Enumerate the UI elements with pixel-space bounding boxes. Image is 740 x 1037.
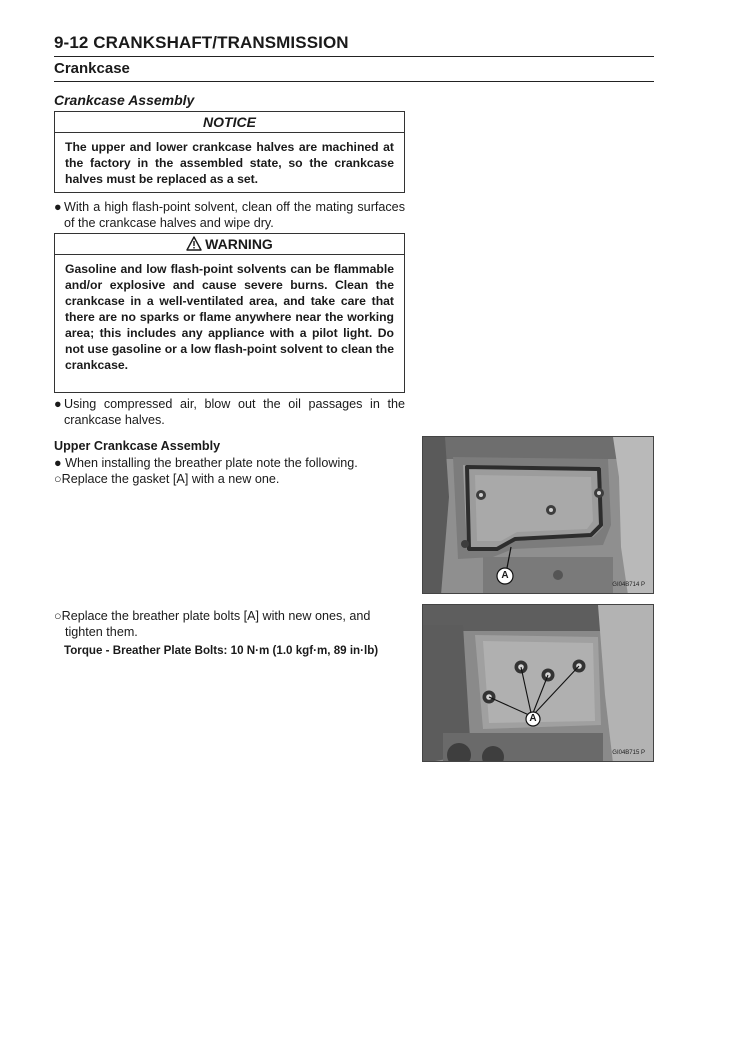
figure-bolts-callout-label: A xyxy=(529,713,537,724)
warning-header xyxy=(55,234,404,255)
section-title: Crankcase Assembly xyxy=(54,92,195,108)
figure-gasket-callout-label: A xyxy=(501,570,509,581)
figure-bolts-photo xyxy=(422,604,654,762)
torque-spec: Torque - Breather Plate Bolts: 10 N·m (1.0 kgf·m, 89 in·lb) xyxy=(64,644,379,657)
page-header-subtitle: Crankcase xyxy=(54,60,130,77)
bolts-instruction-line2: tighten them. xyxy=(65,625,138,639)
figure-gasket-code: GI04B714 P xyxy=(612,582,645,588)
notice-box xyxy=(54,111,405,193)
bolts-instruction-line1: ○Replace the breather plate bolts [A] with new ones, and xyxy=(54,609,371,623)
header-rule-bottom xyxy=(54,81,654,82)
page-header-title: 9-12 CRANKSHAFT/TRANSMISSION xyxy=(54,33,349,52)
bullet-icon: ● xyxy=(54,200,62,214)
step-compressed-air xyxy=(54,396,405,428)
bullet-icon: ● xyxy=(54,397,62,411)
gasket-instruction: ○Replace the gasket [A] with a new one. xyxy=(54,472,280,486)
step-mating-surfaces-text: With a high flash-point solvent, clean off the mating surfaces of the crankcase halves and wipe dry. xyxy=(64,200,405,230)
figure-gasket-photo xyxy=(422,436,654,594)
warning-triangle-icon xyxy=(186,236,202,251)
warning-text: Gasoline and low flash-point solvents can be flammable and/or explosive and cause severe burns. Clean the crankcase in a well-ventilated area, and take care that there are no sparks or flame anywhere near the working area; this includes any appliance with a pilot light. Do not use gasoline or a low flash-point solvent to clean the crankcase. xyxy=(65,262,394,372)
figure-bolts-code: GI04B715 P xyxy=(612,750,645,756)
breather-plate-note: ● When installing the breather plate note the following. xyxy=(54,456,358,470)
notice-text: The upper and lower crankcase halves are machined at the factory in the assembled state, so the crankcase halves must be replaced as a set. xyxy=(65,140,394,186)
upper-crankcase-heading: Upper Crankcase Assembly xyxy=(54,439,221,453)
step-mating-surfaces xyxy=(54,199,405,231)
warning-box xyxy=(54,233,405,393)
notice-heading: NOTICE xyxy=(55,112,404,133)
warning-heading: WARNING xyxy=(205,236,273,252)
step-compressed-air-text: Using compressed air, blow out the oil passages in the crankcase halves. xyxy=(64,397,405,427)
header-rule-top xyxy=(54,56,654,57)
